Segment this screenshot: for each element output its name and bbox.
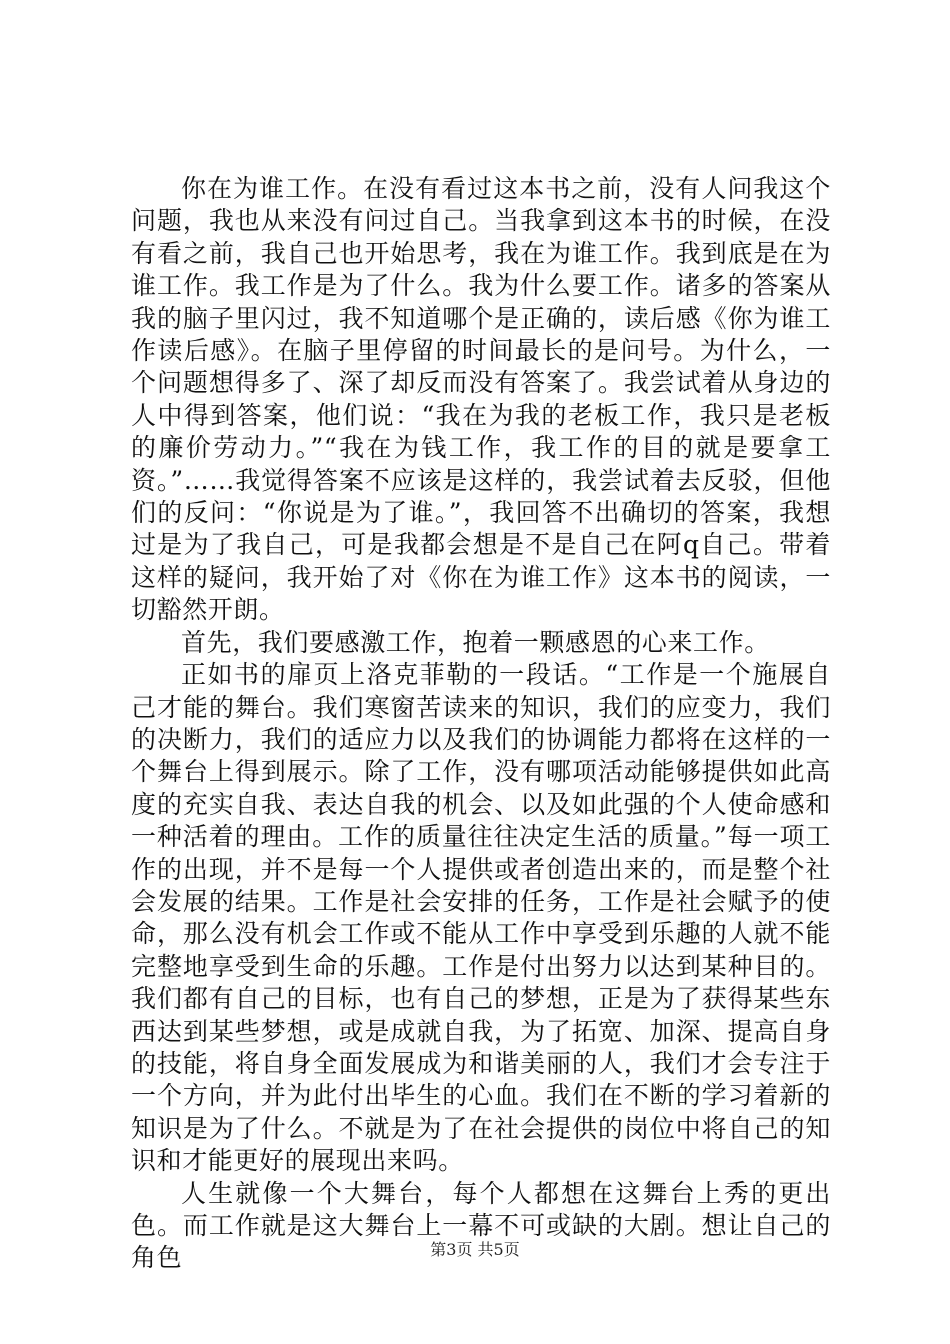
paragraph-2: 首先，我们要感激工作，抱着一颗感恩的心来工作。 bbox=[181, 627, 770, 657]
paragraph-3: 正如书的扉页上洛克菲勒的一段话。“工作是一个施展自己才能的舞台。我们寒窗苦读来的知识，我们的应变力，我们的决断力，我们的适应力以及我们的协调能力都将在这样的一个舞台上得到展示。除了工作，没有哪项活动能够提供如此高度的充实自我、表达自我的机会、以及如此强的个人使命感和一种活着的理由。工作的质量往往决定生活的质量。”每一项工作的出现，并不是每一个人提供或者创造出来的，而是整个社会发展的结果。工作是社会安排的任务，工作是社会赋予的使命，那么没有机会工作或不能从工作中享受到乐趣的人就不能完整地享受到生命的乐趣。工作是付出努力以达到某种目的。我们都有自己的目标，也有自己的梦想，正是为了获得某些东西达到某些梦想，或是成就自我，为了拓宽、加深、提高自身的技能，将自身全面发展成为和谐美丽的人，我们才会专注于一个方向，并为此付出毕生的心血。我们在不断的学习着新的知识是为了什么。不就是为了在社会提供的岗位中将自己的知识和才能更好的展现出来吗。 bbox=[131, 660, 831, 1176]
page-footer: 第3页 共5页 bbox=[430, 1240, 520, 1259]
paragraph-1: 你在为谁工作。在没有看过这本书之前，没有人问我这个问题，我也从来没有问过自己。当我拿到这本书的时候，在没有看之前，我自己也开始思考，我在为谁工作。我到底是在为谁工作。我工作是为了什么。我为什么要工作。诸多的答案从我的脑子里闪过，我不知道哪个是正确的，读后感《你为谁工作读后感》。在脑子里停留的时间最长的是问号。为什么，一个问题想得多了、深了却反而没有答案了。我尝试着从身边的人中得到答案，他们说：“我在为我的老板工作，我只是老板的廉价劳动力。”“我在为钱工作，我工作的目的就是要拿工资。”……我觉得答案不应该是这样的，我尝试着去反驳，但他们的反问：“你说是为了谁。”，我回答不出确切的答案，我想过是为了我自己，可是我都会想是不是自己在阿q自己。带着这样的疑问，我开始了对《你在为谁工作》这本书的阅读，一切豁然开朗。 bbox=[131, 174, 831, 625]
paragraph-4: 人生就像一个大舞台，每个人都想在这舞台上秀的更出色。而工作就是这大舞台上一幕不可或缺的大剧。想让自己的角色 bbox=[131, 1178, 831, 1273]
document-body bbox=[131, 173, 831, 1275]
